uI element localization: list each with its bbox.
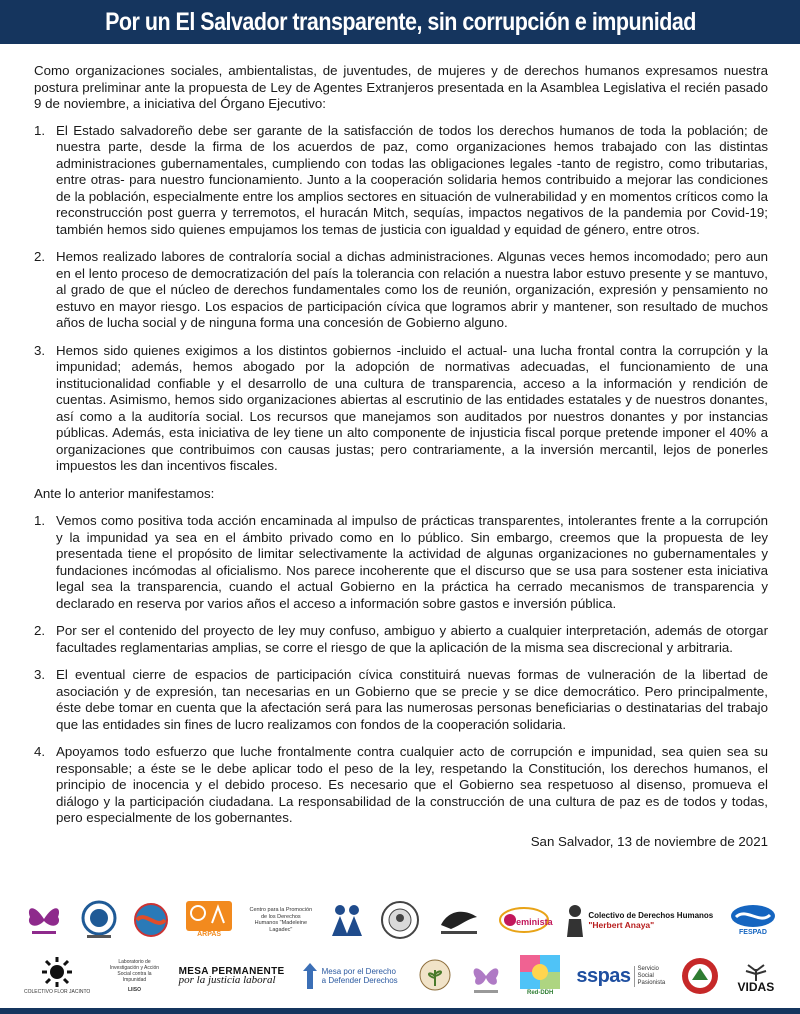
bottom-bar xyxy=(0,1008,800,1014)
red-ddh-logo xyxy=(520,955,560,997)
mesa-permanente-label: MESA PERMANENTE xyxy=(178,966,285,977)
list-item xyxy=(34,249,768,332)
sspas-label: sspas xyxy=(576,965,631,987)
centro-madeleine-logo xyxy=(249,907,313,933)
list-item xyxy=(34,623,768,656)
herbert-name: "Herbert Anaya" xyxy=(588,919,655,930)
fespad-logo xyxy=(730,903,776,937)
ring-seal-logo xyxy=(380,900,420,940)
item-number: 1. xyxy=(34,122,46,138)
flor-jacinto-label: COLECTIVO FLOR JACINTO xyxy=(24,989,91,995)
title-banner xyxy=(0,0,800,44)
item-text: Hemos realizado labores de contraloría social a dichas administraciones. Algunas veces hemos incomodado; pero aun en el lento proceso de democratización del país la tolerancia con relación a nuestra labor estuvo presente y se mantuvo, al grado de que el núcleo de derechos fundamentales como los de reunión, organización, expresión y pensamiento no estuvo en mayor riesgo. Los espacios de participación cívica que logramos abrir y mantener, son resultado de muchos años de lucha social y de ninguna forma una concesión de Gobierno alguno. xyxy=(56,249,768,330)
justicia-laboral-label: por la justicia laboral xyxy=(178,974,276,986)
item-text: Hemos sido quienes exigimos a los distintos gobiernos -incluido el actual- una lucha frontal contra la corrupción y la impunidad; además, hemos abogado por la adopción de normativas adecuadas, el funcionamiento de una institucionalidad confiable y el desarrollo de una cultura de transparencia, acceso a la información y rendición de cuentas. Asimismo, hemos sido organizaciones abiertas al escrutinio de las entidades estatales y de nuestros donantes, así como a la auditoría social. Los recursos que manejamos son auditados por nuestros donantes y por instancias públicas. Además, esta iniciativa de ley tiene un alto componente de injusticia fiscal porque pretende imponer el 40% a organizaciones que contribuimos con causas justas; pero contrariamente, a la inversión mercantil, lejos de ponerles impuestos les dan incentivos fiscales. xyxy=(56,342,768,473)
signatory-logos-row-1 xyxy=(24,898,776,942)
item-text: Vemos como positiva toda acción encaminada al impulso de prácticas transparentes, intolerantes frente a la corrupción y la impunidad ya sea en el ámbito privado como en lo público. Sin embargo, creemos que la propuesta de ley presentada tiene el propósito de limitar selectivamente la actividad de algunas organizaciones no gubernamentales y fundaciones incómodas al oficialismo. Nos parece incoherente que el discurso que se usa para sostener esta iniciativa legal sea la transparencia, cuando el actual Gobierno en la práctica ha cerrado mecanismos de transparencia y declarado en reserva por varios años el acceso a información sobre gastos e inversión pública. xyxy=(56,513,768,611)
list-item xyxy=(34,513,768,612)
sspas-sub-label: Servicio Social Pasionista xyxy=(634,966,664,987)
list-item xyxy=(34,343,768,475)
flor-jacinto-logo xyxy=(24,956,90,996)
herbert-anaya-logo xyxy=(566,903,713,937)
fespad-label: FESPAD xyxy=(739,929,767,936)
statement-body xyxy=(34,63,768,850)
red-ddh-label: Red-DDH xyxy=(526,990,554,996)
plant-logo xyxy=(418,958,452,994)
feminista-logo xyxy=(498,905,553,935)
mesa-derecho-label: Mesa por el Derecho a Defender Derechos xyxy=(321,967,398,985)
signatory-logos-row-2 xyxy=(24,950,776,1002)
manifest-points xyxy=(34,513,768,827)
context-points xyxy=(34,123,768,475)
page-title: Por un El Salvador transparente, sin corrupción e impunidad xyxy=(104,7,696,36)
vidas-label: VIDAS xyxy=(737,980,775,994)
item-text: Por ser el contenido del proyecto de ley muy confuso, ambiguo y abierto a cualquier interpretación, además de otorgar facultades reglamentarias amplias, se corre el riesgo de que la aplicación de la misma sea discrecional y arbitraria. xyxy=(56,623,768,655)
circle-seal-logo xyxy=(81,900,117,940)
item-text: El eventual cierre de espacios de participación cívica constituirá nuevas formas de vulneración de la libertad de asociación y de expresión, tan necesarias en un Gobierno que se precie y se dice democrático. Pero principalmente, éste debe tomar en cuenta que la afectación será para las numerosas personas beneficiarias o destinatarias del trabajo que las entidades sin fines de lucro realizamos con fondos de la cooperación solidaria. xyxy=(56,667,768,732)
arpas-label: ARPAS xyxy=(197,931,222,938)
vidas-logo xyxy=(736,961,776,994)
centro-madeleine-label: Centro para la Promoción de los Derechos Humanos "Madeleine Lagadec" xyxy=(249,907,313,933)
item-text: Apoyamos todo esfuerzo que luche frontalmente contra cualquier acto de corrupción e impunidad, sea quien sea su responsable; a éste se le debe aplicar todo el peso de la ley, respetando la Constitución, los derechos humanos, el principio de inocencia y el debido proceso. Es necesario que el Gobierno sea respetuoso al disenso, promueva el diálogo y la participación ciudadana. La responsabilidad de la construcción de una cultura de paz es de todos y todas, pero especialmente de los gobernantes. xyxy=(56,744,768,825)
badge-logo xyxy=(680,956,720,996)
item-number: 2. xyxy=(34,623,46,638)
manifest-heading: Ante lo anterior manifestamos: xyxy=(34,485,215,501)
moth-logo xyxy=(468,956,504,996)
liiso-label: LIISO xyxy=(127,986,142,993)
dove-logo xyxy=(437,903,481,937)
globe-logo xyxy=(133,902,169,938)
feminista-label: Feminista xyxy=(510,917,553,927)
item-number: 3. xyxy=(34,667,46,682)
arpas-logo xyxy=(186,901,232,939)
item-number: 4. xyxy=(34,744,46,759)
item-number: 1. xyxy=(34,513,46,528)
mesa-derecho-logo xyxy=(301,961,402,991)
figures-logo xyxy=(330,902,364,938)
list-item xyxy=(34,667,768,733)
butterfly-logo xyxy=(24,901,64,939)
item-number: 3. xyxy=(34,342,46,358)
sspas-logo xyxy=(576,965,666,987)
list-item xyxy=(34,123,768,239)
intro-paragraph: Como organizaciones sociales, ambientalistas, de juventudes, de mujeres y de derechos humanos expresamos nuestra postura preliminar ante la propuesta de Ley de Agentes Extranjeros presentada en la Asamblea Legislativa el recién pasado 9 de noviembre, a iniciativa del Órgano Ejecutivo: xyxy=(34,63,768,111)
laboratorio-label: Laboratorio de Investigación y Acción Social contra la Impunidad xyxy=(109,958,160,983)
item-number: 2. xyxy=(34,249,46,264)
herbert-title: Colectivo de Derechos Humanos xyxy=(588,910,714,920)
laboratorio-logo xyxy=(106,959,162,994)
item-text: El Estado salvadoreño debe ser garante de la satisfacción de todos los derechos humanos de toda la población; de nuestra parte, desde la firma de los acuerdos de paz, como organizaciones hemos trabajado con las distintas administraciones gubernamentales, cumpliendo con todas las obligaciones legales -tanto de registro, como tributarias, entre otras- para nuestro funcionamiento. Junto a la cooperación solidaria hemos contribuido a mejorar las condiciones de la población, especialmente entre los amplios sectores en situación de vulnerabilidad y en momentos críticos como la reconstrucción post guerra y terremotos, el huracán Mitch, sequías, impactos negativos de la pandemia por Covid-19; también hemos sido quienes empujamos los temas de justicia con igualdad y equidad de género, entre otros. xyxy=(56,122,768,237)
dateline: San Salvador, 13 de noviembre de 2021 xyxy=(530,833,768,849)
mesa-permanente-logo xyxy=(179,968,285,984)
list-item xyxy=(34,744,768,827)
